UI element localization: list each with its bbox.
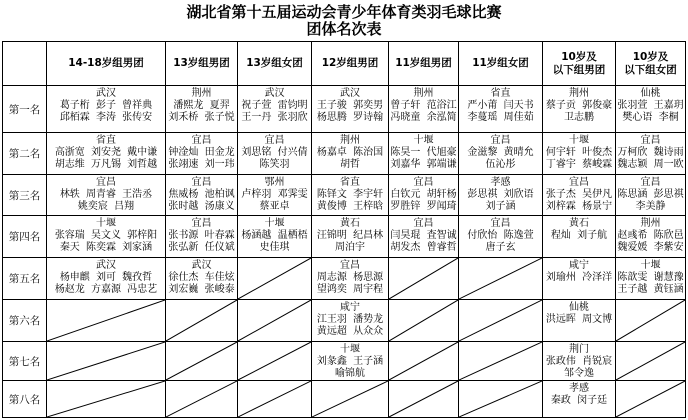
- result-cell: [459, 175, 543, 216]
- empty-cell: [459, 300, 543, 342]
- diagonal-line: [312, 381, 388, 417]
- player-names: 刘瑜州 冷泽洋: [545, 272, 613, 283]
- player-names: 胡志维 万凡锡 刘哲越: [54, 159, 158, 170]
- result-cell: [238, 175, 312, 216]
- diagonal-strike: [166, 342, 237, 380]
- column-header: 11岁组女团: [459, 42, 543, 86]
- diagonal-line: [389, 342, 458, 380]
- result-cell: [166, 175, 238, 216]
- team-name: 十堰: [96, 218, 116, 229]
- diagonal-strike: [47, 342, 165, 380]
- column-header: 13岁组女团: [238, 42, 312, 86]
- result-cell: [616, 175, 686, 216]
- player-names: 潘熙龙 夏羿: [173, 100, 230, 111]
- player-names: 徐仕杰 车佳炫: [168, 272, 235, 283]
- player-names: 杨思腾 罗诗翰: [316, 112, 384, 123]
- player-names: 胡哲: [340, 159, 360, 170]
- team-name: 十堰: [640, 260, 661, 271]
- diagonal-strike: [166, 300, 237, 341]
- diagonal-line: [616, 300, 685, 341]
- result-cell: [312, 175, 389, 216]
- team-name: 省直: [340, 177, 360, 188]
- result-cell: [389, 175, 459, 216]
- player-names: 杨嘉卓 陈治国: [316, 147, 384, 158]
- result-cell: [543, 342, 616, 381]
- player-names: 张子杰 吴伊凡: [545, 189, 613, 200]
- player-names: 陈昊一 代旭豪: [390, 147, 457, 158]
- empty-cell: [166, 300, 238, 342]
- player-names: 焦威杨 池柏讽: [168, 189, 235, 200]
- player-names: 冯晓童 余泓简: [390, 112, 457, 123]
- diagonal-strike: [389, 300, 458, 341]
- diagonal-strike: [389, 342, 458, 380]
- team-name: 仙桃: [569, 302, 589, 313]
- result-cell: [459, 86, 543, 133]
- player-names: 洪远晖 周文博: [545, 314, 613, 325]
- player-names: 刘禾桥 张子悦: [168, 112, 235, 123]
- result-cell: [238, 216, 312, 258]
- player-names: 杨申麒 刘可 魏孜哲: [59, 272, 153, 283]
- rank-label: 第八名: [3, 381, 47, 418]
- column-header: [543, 42, 616, 86]
- diagonal-strike: [312, 381, 388, 417]
- diagonal-line: [47, 300, 165, 341]
- diagonal-line: [238, 381, 311, 417]
- player-names: 卫志鹏: [564, 112, 594, 123]
- team-name: 十堰: [569, 135, 589, 146]
- player-names: 陈歆雯 谢慧豫: [617, 272, 684, 283]
- player-names: 蔡子贡 郭俊豪: [545, 100, 613, 111]
- player-names: 赵彧希 陈欣邑: [617, 230, 684, 241]
- player-names: 杨赵龙 方嘉源 冯忠艺: [54, 284, 158, 295]
- diagonal-line: [166, 381, 237, 417]
- player-names: 黄远超 从众众: [316, 326, 384, 337]
- result-cell: [312, 216, 389, 258]
- empty-cell: [459, 258, 543, 300]
- diagonal-line: [459, 342, 542, 380]
- player-names: 胡发杰 曾睿哲: [390, 242, 457, 253]
- team-name: 十堰: [340, 344, 360, 355]
- player-names: 邹令逸: [564, 368, 594, 379]
- diagonal-strike: [616, 381, 685, 417]
- team-name: 十堰: [413, 135, 434, 146]
- team-name: 十堰: [264, 218, 285, 229]
- result-cell: [616, 216, 686, 258]
- empty-cell: [616, 342, 686, 381]
- diagonal-strike: [238, 381, 311, 417]
- empty-cell: [459, 342, 543, 381]
- player-names: 刘嘉华 郭端谦: [390, 159, 457, 170]
- diagonal-strike: [47, 300, 165, 341]
- empty-cell: [238, 300, 312, 342]
- rank-label: 第一名: [3, 86, 47, 133]
- result-cell: [543, 133, 616, 175]
- corner-cell: [3, 42, 47, 86]
- result-cell: [543, 258, 616, 300]
- diagonal-strike: [459, 258, 542, 299]
- result-cell: [459, 216, 543, 258]
- player-names: 卢梓羽 邓霁雯: [241, 189, 308, 200]
- team-name: 宜昌: [191, 135, 212, 146]
- team-name: 荆州: [340, 135, 360, 146]
- rank-label: 第六名: [3, 300, 47, 342]
- rank-row: [3, 216, 686, 258]
- empty-cell: [389, 258, 459, 300]
- result-cell: [166, 133, 238, 175]
- team-name: 宜昌: [413, 218, 434, 229]
- player-names: 王子骏 郭奕男: [316, 100, 384, 111]
- diagonal-strike: [238, 342, 311, 380]
- empty-cell: [47, 342, 166, 381]
- diagonal-line: [389, 381, 458, 417]
- empty-cell: [166, 381, 238, 418]
- player-names: 张容瑞 吴文义 郭梓阳: [54, 230, 158, 241]
- column-header: 14-18岁组男团: [47, 42, 166, 86]
- result-cell: [543, 216, 616, 258]
- diagonal-strike: [459, 381, 542, 417]
- player-names: 姚奕宸 吕翔: [77, 201, 135, 212]
- diagonal-line: [166, 342, 237, 380]
- result-cell: [47, 216, 166, 258]
- empty-cell: [238, 342, 312, 381]
- ranking-table: [2, 41, 686, 418]
- column-header: 11岁组男团: [389, 42, 459, 86]
- result-cell: [543, 381, 616, 418]
- result-cell: [47, 175, 166, 216]
- column-header-line1: 10岁及: [632, 50, 669, 63]
- player-names: 唐子玄: [485, 242, 516, 253]
- diagonal-strike: [166, 381, 237, 417]
- empty-cell: [238, 381, 312, 418]
- column-header: 12岁组男团: [312, 42, 389, 86]
- player-names: 陈思涵 彭思祺: [617, 189, 684, 200]
- diagonal-line: [616, 381, 685, 417]
- empty-cell: [389, 300, 459, 342]
- result-cell: [312, 133, 389, 175]
- column-header-line2: 以下组女团: [624, 63, 677, 76]
- player-names: 李美静: [635, 201, 666, 212]
- player-names: 何宇轩 叶俊杰: [545, 147, 613, 158]
- player-names: 刘子涵: [485, 201, 516, 212]
- team-name: 武汉: [340, 88, 360, 99]
- empty-cell: [459, 381, 543, 418]
- player-names: 张弘新 任仪斌: [168, 242, 235, 253]
- player-names: 张羽萱 王嘉玥: [617, 100, 684, 111]
- rank-row: [3, 381, 686, 418]
- team-name: 宜昌: [340, 260, 360, 271]
- player-names: 刘彖鑫 王子涵: [316, 356, 384, 367]
- column-header: [616, 42, 686, 86]
- diagonal-line: [166, 300, 237, 341]
- player-names: 张书源 叶春霖: [168, 230, 235, 241]
- player-names: 史佳琪: [259, 242, 290, 253]
- team-name: 武汉: [191, 260, 212, 271]
- diagonal-line: [238, 300, 311, 341]
- diagonal-strike: [616, 300, 685, 341]
- rank-row: [3, 300, 686, 342]
- player-names: 刘思铭 付兴倩: [241, 147, 308, 158]
- result-cell: [389, 216, 459, 258]
- result-cell: [616, 133, 686, 175]
- team-name: 孝感: [490, 177, 511, 188]
- player-names: 周志源 杨思源: [316, 272, 384, 283]
- result-cell: [312, 342, 389, 381]
- team-name: 咸宁: [569, 260, 589, 271]
- diagonal-line: [47, 342, 165, 380]
- team-name: 宜昌: [640, 177, 661, 188]
- team-name: 武汉: [264, 88, 285, 99]
- player-names: 陈笑羽: [259, 159, 290, 170]
- player-names: 林轶 周青睿 王浩丞: [59, 189, 153, 200]
- result-cell: [389, 86, 459, 133]
- player-names: 高浙宽 刘安尧 戴中谦: [54, 147, 158, 158]
- player-names: 邱栢霖 李涛 张传安: [59, 112, 153, 123]
- team-name: 省直: [490, 88, 511, 99]
- rank-row: [3, 342, 686, 381]
- player-names: 金滋黎 黄晴允: [467, 147, 534, 158]
- player-names: 刘宏巍 张峻泰: [168, 284, 235, 295]
- diagonal-line: [459, 300, 542, 341]
- diagonal-strike: [238, 300, 311, 341]
- player-names: 魏爱媛 李紫安: [617, 242, 684, 253]
- result-cell: [543, 86, 616, 133]
- empty-cell: [238, 258, 312, 300]
- team-name: 荆门: [569, 344, 589, 355]
- diagonal-strike: [459, 342, 542, 380]
- player-names: 魏志颖 周一欧: [617, 159, 684, 170]
- result-cell: [543, 175, 616, 216]
- diagonal-line: [389, 300, 458, 341]
- player-names: 王一丹 张羽欣: [241, 112, 308, 123]
- rank-label: 第二名: [3, 133, 47, 175]
- team-name: 宜昌: [191, 218, 212, 229]
- result-cell: [616, 86, 686, 133]
- player-names: 陈铎文 李宇轩: [316, 189, 384, 200]
- diagonal-strike: [47, 381, 165, 417]
- player-names: 钟淦灿 田金龙: [168, 147, 235, 158]
- empty-cell: [47, 381, 166, 418]
- team-name: 宜昌: [191, 177, 212, 188]
- result-cell: [312, 258, 389, 300]
- player-names: 望鸿奕 周宇程: [316, 284, 384, 295]
- rank-row: [3, 258, 686, 300]
- team-name: 武汉: [96, 88, 116, 99]
- player-names: 李蔓瑶 周佳茹: [467, 112, 534, 123]
- diagonal-strike: [616, 342, 685, 380]
- team-name: 孝感: [569, 383, 589, 394]
- player-names: 程灿 刘子航: [550, 230, 608, 241]
- diagonal-line: [238, 342, 311, 380]
- player-names: 彭思祺 刘欣语: [467, 189, 534, 200]
- diagonal-line: [47, 381, 165, 417]
- result-cell: [166, 86, 238, 133]
- empty-cell: [616, 300, 686, 342]
- team-name: 荆州: [569, 88, 589, 99]
- diagonal-line: [459, 381, 542, 417]
- result-cell: [47, 258, 166, 300]
- player-names: 张政伟 肖锐宸: [545, 356, 613, 367]
- team-name: 宜昌: [264, 135, 285, 146]
- team-name: 宜昌: [96, 177, 116, 188]
- empty-cell: [389, 342, 459, 381]
- player-names: 黄俊博 王梓晗: [316, 201, 384, 212]
- team-name: 武汉: [96, 260, 116, 271]
- player-names: 江王羽 潘势龙: [316, 314, 384, 325]
- player-names: 葛子桁 彭子 曾祥典: [59, 100, 153, 111]
- result-cell: [166, 258, 238, 300]
- rank-row: [3, 133, 686, 175]
- team-name: 宜昌: [569, 177, 589, 188]
- diagonal-line: [238, 258, 311, 299]
- diagonal-strike: [389, 258, 458, 299]
- result-cell: [47, 86, 166, 133]
- result-cell: [312, 86, 389, 133]
- diagonal-line: [459, 258, 542, 299]
- rank-row: [3, 86, 686, 133]
- diagonal-line: [616, 342, 685, 380]
- player-names: 曾子轩 范浴江: [390, 100, 457, 111]
- empty-cell: [616, 381, 686, 418]
- empty-cell: [166, 342, 238, 381]
- result-cell: [543, 300, 616, 342]
- team-name: 宜昌: [640, 135, 661, 146]
- diagonal-strike: [238, 258, 311, 299]
- player-names: 喻锦航: [335, 368, 365, 379]
- player-names: 樊心语 李桐: [622, 112, 679, 123]
- result-cell: [312, 300, 389, 342]
- team-name: 宜昌: [490, 218, 511, 229]
- player-names: 汪锦明 纪昌林: [316, 230, 384, 241]
- player-names: 张时越 汤康义: [168, 201, 235, 212]
- player-names: 付欣怡 陈逸萱: [467, 230, 534, 241]
- team-name: 仙桃: [640, 88, 661, 99]
- document-title: 湖北省第十五届运动会青少年体育类羽毛球比赛: [186, 3, 502, 21]
- player-names: 闫昊琨 査智诚: [390, 230, 457, 241]
- team-name: 荆州: [640, 218, 661, 229]
- empty-cell: [312, 381, 389, 418]
- player-names: 蔡亚卓: [259, 201, 290, 212]
- result-cell: [459, 133, 543, 175]
- diagonal-strike: [459, 300, 542, 341]
- player-names: 秦政 闵子廷: [550, 395, 608, 406]
- player-names: 王子越 黄钰涵: [617, 284, 684, 295]
- team-name: 荆州: [413, 88, 434, 99]
- result-cell: [616, 258, 686, 300]
- team-name: 黄石: [340, 218, 360, 229]
- document-subtitle: 团体名次表: [306, 20, 382, 38]
- empty-cell: [389, 381, 459, 418]
- rank-label: 第四名: [3, 216, 47, 258]
- header-row: [3, 42, 686, 86]
- column-header-line2: 以下组男团: [552, 63, 606, 76]
- player-names: 白钦元 胡轩杨: [390, 189, 457, 200]
- rank-label: 第五名: [3, 258, 47, 300]
- result-cell: [238, 86, 312, 133]
- team-name: 宜昌: [413, 177, 434, 188]
- result-cell: [389, 133, 459, 175]
- diagonal-strike: [389, 381, 458, 417]
- player-names: 丁睿宇 蔡峻霖: [545, 159, 613, 170]
- team-name: 黄石: [569, 218, 589, 229]
- player-names: 伍沁彤: [485, 159, 516, 170]
- result-cell: [47, 133, 166, 175]
- team-name: 鄂州: [264, 177, 285, 188]
- player-names: 张翊速 刘一玮: [168, 159, 235, 170]
- player-names: 周泊宇: [335, 242, 365, 253]
- team-name: 咸宁: [340, 302, 360, 313]
- empty-cell: [47, 300, 166, 342]
- team-name: 宜昌: [490, 135, 511, 146]
- rank-label: 第七名: [3, 342, 47, 381]
- player-names: 祝子萱 雷钧明: [241, 100, 308, 111]
- diagonal-line: [389, 258, 458, 299]
- rank-row: [3, 175, 686, 216]
- player-names: 杨涵越 温栖梧: [241, 230, 308, 241]
- rank-label: 第三名: [3, 175, 47, 216]
- result-cell: [238, 133, 312, 175]
- player-names: 刘梓霖 杨景宁: [545, 201, 613, 212]
- player-names: 秦天 陈奕霖 刘家涵: [59, 242, 153, 253]
- result-cell: [166, 216, 238, 258]
- column-header-line1: 10岁及: [561, 50, 597, 63]
- column-header: 13岁组男团: [166, 42, 238, 86]
- team-name: 省直: [96, 135, 116, 146]
- player-names: 严小莆 闫天书: [467, 100, 534, 111]
- player-names: 万柯欣 魏诗雨: [617, 147, 684, 158]
- player-names: 罗胜锌 罗闻琦: [390, 201, 457, 212]
- team-name: 荆州: [191, 88, 212, 99]
